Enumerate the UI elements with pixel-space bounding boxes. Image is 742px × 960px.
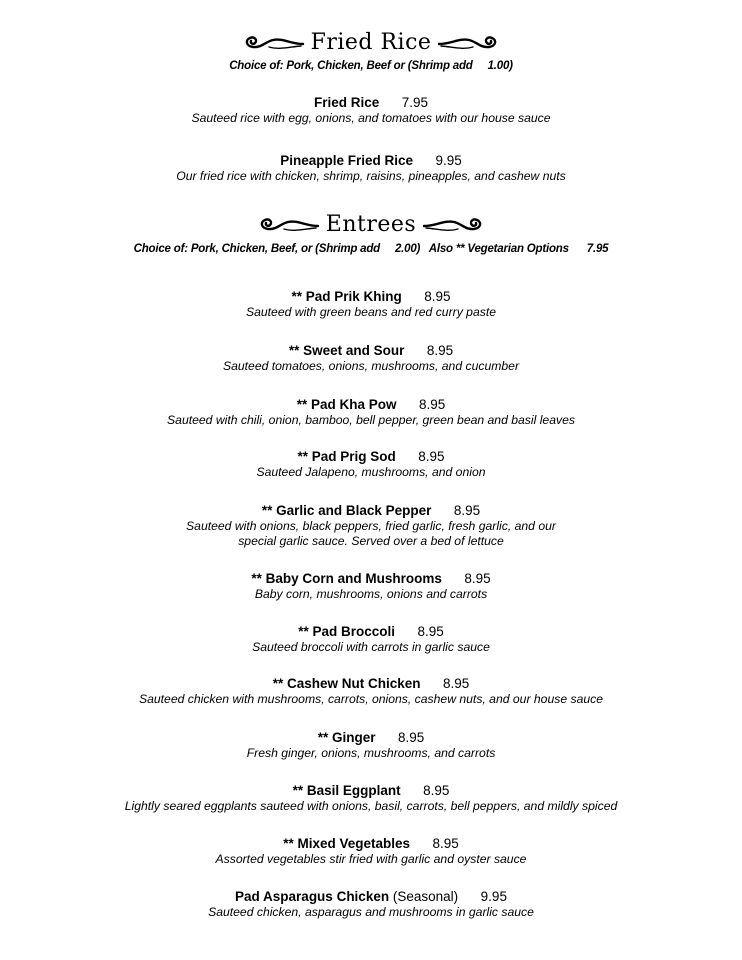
item-name: ** Basil Eggplant	[292, 783, 401, 798]
item-price: 8.95	[398, 730, 425, 745]
item-description: Sauteed Jalapeno, mushrooms, and onion	[256, 465, 486, 479]
item-price: 8.95	[424, 289, 451, 304]
item-description: Sauteed chicken, asparagus and mushrooms in garlic sauce	[208, 905, 534, 919]
item-name: Pad Asparagus Chicken	[235, 889, 390, 904]
list-item	[0, 153, 742, 184]
item-name: ** Pad Broccoli	[298, 624, 395, 639]
item-price: 9.95	[435, 153, 462, 168]
flourish-right-icon	[437, 32, 499, 54]
list-item	[0, 449, 742, 480]
item-price: 7.95	[401, 95, 429, 110]
item-price: 9.95	[480, 889, 507, 904]
fried-rice-title: Fried Rice	[310, 30, 432, 55]
list-item	[0, 676, 742, 707]
item-name: ** Mixed Vegetables	[283, 836, 410, 851]
item-title-line	[0, 624, 742, 640]
item-price: 8.95	[432, 836, 459, 851]
item-title-line	[0, 503, 742, 519]
list-item	[0, 343, 742, 374]
item-description: Sauteed chicken with mushrooms, carrots, onions, cashew nuts, and our house sauce	[138, 692, 604, 706]
list-item	[0, 624, 742, 655]
item-price: 8.95	[453, 503, 481, 518]
item-description: Sauteed broccoli with carrots in garlic sauce	[252, 640, 490, 654]
item-name: ** Pad Prig Sod	[297, 449, 396, 464]
item-name: Pineapple Fried Rice	[280, 153, 413, 168]
item-name: Fried Rice	[313, 95, 380, 110]
item-title-line	[0, 836, 742, 852]
fried-rice-header	[0, 30, 742, 55]
list-item	[0, 571, 742, 602]
item-description: Assorted vegetables stir fried with garlic and oyster sauce	[215, 852, 527, 866]
item-price: 8.95	[443, 676, 470, 691]
item-price: 8.95	[418, 449, 445, 464]
item-note: (Seasonal)	[392, 889, 459, 904]
item-name: ** Pad Prik Khing	[291, 289, 402, 304]
item-description: Sauteed with chili, onion, bamboo, bell pepper, green bean and basil leaves	[167, 413, 575, 427]
item-title-line	[0, 676, 742, 692]
item-title-line	[0, 95, 742, 111]
entrees-title: Entrees	[325, 212, 417, 237]
item-description: Fresh ginger, onions, mushrooms, and carrots	[246, 746, 496, 760]
list-item	[0, 836, 742, 867]
item-name: ** Ginger	[317, 730, 376, 745]
item-name: ** Pad Kha Pow	[296, 397, 397, 412]
list-item	[0, 289, 742, 320]
flourish-right-icon	[422, 214, 484, 236]
list-item	[0, 397, 742, 428]
item-title-line	[0, 889, 742, 905]
list-item	[0, 730, 742, 761]
item-description: Sauteed rice with egg, onions, and tomatoes with our house sauce	[191, 111, 551, 125]
item-title-line	[0, 449, 742, 465]
item-name: ** Garlic and Black Pepper	[261, 503, 432, 518]
item-title-line	[0, 783, 742, 799]
list-item	[0, 503, 742, 549]
item-price: 8.95	[417, 624, 444, 639]
item-description: Sauteed with onions, black peppers, fried garlic, fresh garlic, and our special garlic sauce. Served over a bed of lettuce	[186, 519, 556, 548]
item-title-line	[0, 571, 742, 587]
item-price: 8.95	[464, 571, 491, 586]
item-title-line	[0, 153, 742, 169]
item-description: Sauteed with green beans and red curry paste	[245, 305, 496, 319]
item-description: Our fried rice with chicken, shrimp, raisins, pineapples, and cashew nuts	[176, 169, 566, 183]
flourish-left-icon	[258, 214, 320, 236]
list-item	[0, 783, 742, 814]
item-title-line	[0, 730, 742, 746]
fried-rice-choice: Choice of: Pork, Chicken, Beef or (Shrimp add 1.00)	[229, 60, 513, 72]
item-price: 8.95	[419, 397, 446, 412]
item-name: ** Baby Corn and Mushrooms	[251, 571, 442, 586]
item-price: 8.95	[426, 343, 454, 358]
flourish-left-icon	[243, 32, 305, 54]
entrees-header	[0, 212, 742, 237]
item-name: ** Sweet and Sour	[288, 343, 405, 358]
item-name: ** Cashew Nut Chicken	[272, 676, 421, 691]
item-description: Baby corn, mushrooms, onions and carrots	[254, 587, 488, 601]
list-item	[0, 95, 742, 126]
item-price: 8.95	[423, 783, 450, 798]
entrees-choice: Choice of: Pork, Chicken, Beef, or (Shrimp add 2.00) Also ** Vegetarian Options 7.95	[133, 243, 609, 255]
item-title-line	[0, 289, 742, 305]
item-description: Lightly seared eggplants sauteed with onions, basil, carrots, bell peppers, and mildly spiced	[124, 799, 618, 813]
list-item	[0, 889, 742, 920]
item-title-line	[0, 343, 742, 359]
item-title-line	[0, 397, 742, 413]
item-description: Sauteed tomatoes, onions, mushrooms, and cucumber	[222, 359, 520, 373]
